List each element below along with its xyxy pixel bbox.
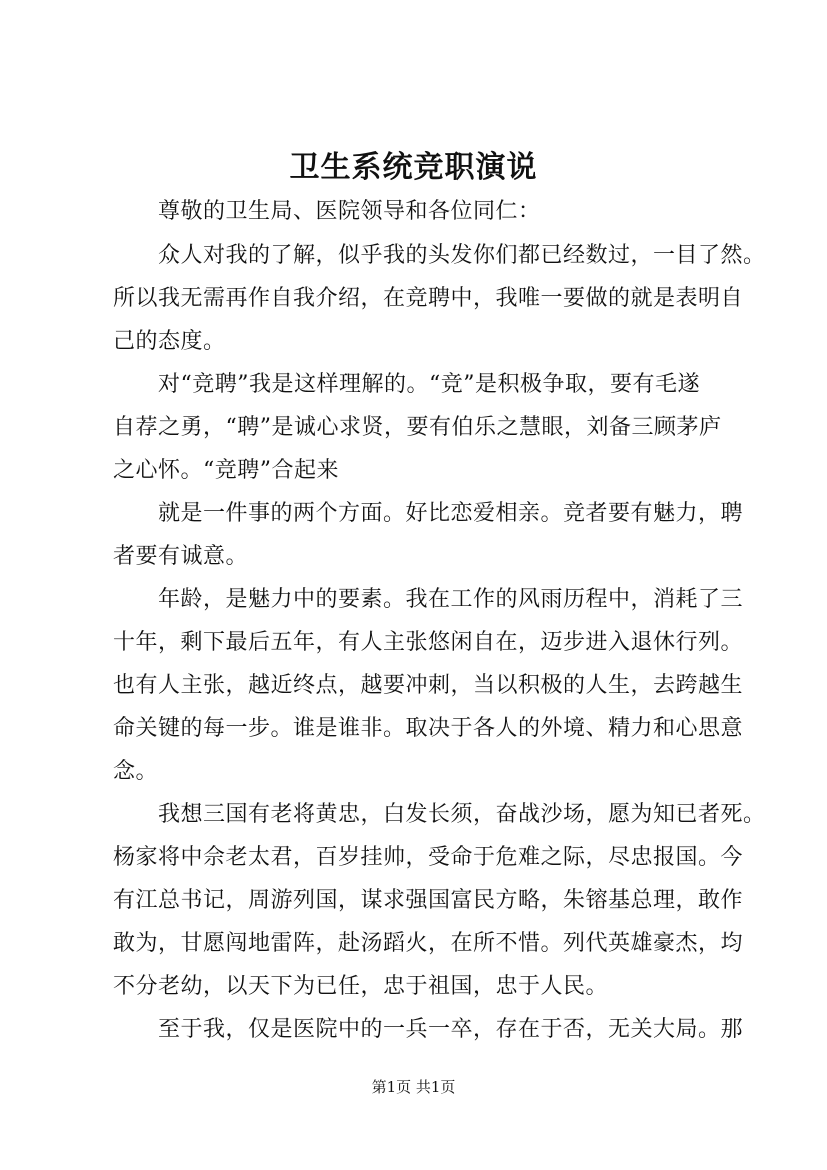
paragraph-line: 己的态度。 xyxy=(113,329,226,354)
salutation-line: 尊敬的卫生局、医院领导和各位同仁： xyxy=(158,199,541,224)
paragraph-line: 命关键的每一步。谁是谁非。取决于各人的外境、精力和心思意 xyxy=(113,716,744,741)
paragraph-line: 至于我，仅是医院中的一兵一卒，存在于否，无关大局。那 xyxy=(158,1017,744,1042)
paragraph-line: 对“竞聘”我是这样理解的。“竞”是积极争取，要有毛遂 xyxy=(158,372,700,397)
paragraph-line: 之心怀。“竞聘”合起来 xyxy=(113,458,339,483)
paragraph-line: 有江总书记，周游列国，谋求强国富民方略，朱镕基总理，敢作 xyxy=(113,888,744,913)
paragraph-line: 也有人主张，越近终点，越要冲刺，当以积极的人生，去跨越生 xyxy=(113,673,744,698)
paragraph-line: 所以我无需再作自我介绍，在竞聘中，我唯一要做的就是表明自 xyxy=(113,286,744,311)
paragraph-line: 众人对我的了解，似乎我的头发你们都已经数过，一目了然。 xyxy=(158,243,766,268)
paragraph-line: 杨家将中佘老太君，百岁挂帅，受命于危难之际，尽忠报国。今 xyxy=(113,845,744,870)
page-footer: 第1页 共1页 xyxy=(371,1078,456,1096)
paragraph-line: 敢为，甘愿闯地雷阵，赴汤蹈火，在所不惜。列代英雄豪杰，均 xyxy=(113,931,744,956)
paragraph-line: 者要有诚意。 xyxy=(113,544,249,569)
document-title: 卫生系统竞职演说 xyxy=(289,150,538,185)
paragraph-line: 自荐之勇，“聘”是诚心求贤，要有伯乐之慧眼，刘备三顾茅庐 xyxy=(113,415,722,440)
paragraph-line: 念。 xyxy=(113,759,159,784)
paragraph-line: 我想三国有老将黄忠，白发长须，奋战沙场，愿为知已者死。 xyxy=(158,802,766,827)
paragraph-line: 就是一件事的两个方面。好比恋爱相亲。竞者要有魅力，聘 xyxy=(158,501,744,526)
paragraph-line: 不分老幼，以天下为已任，忠于祖国，忠于人民。 xyxy=(113,974,609,999)
paragraph-line: 十年，剩下最后五年，有人主张悠闲自在，迈步进入退休行列。 xyxy=(113,630,744,655)
paragraph-line: 年龄，是魅力中的要素。我在工作的风雨历程中，消耗了三 xyxy=(158,587,744,612)
